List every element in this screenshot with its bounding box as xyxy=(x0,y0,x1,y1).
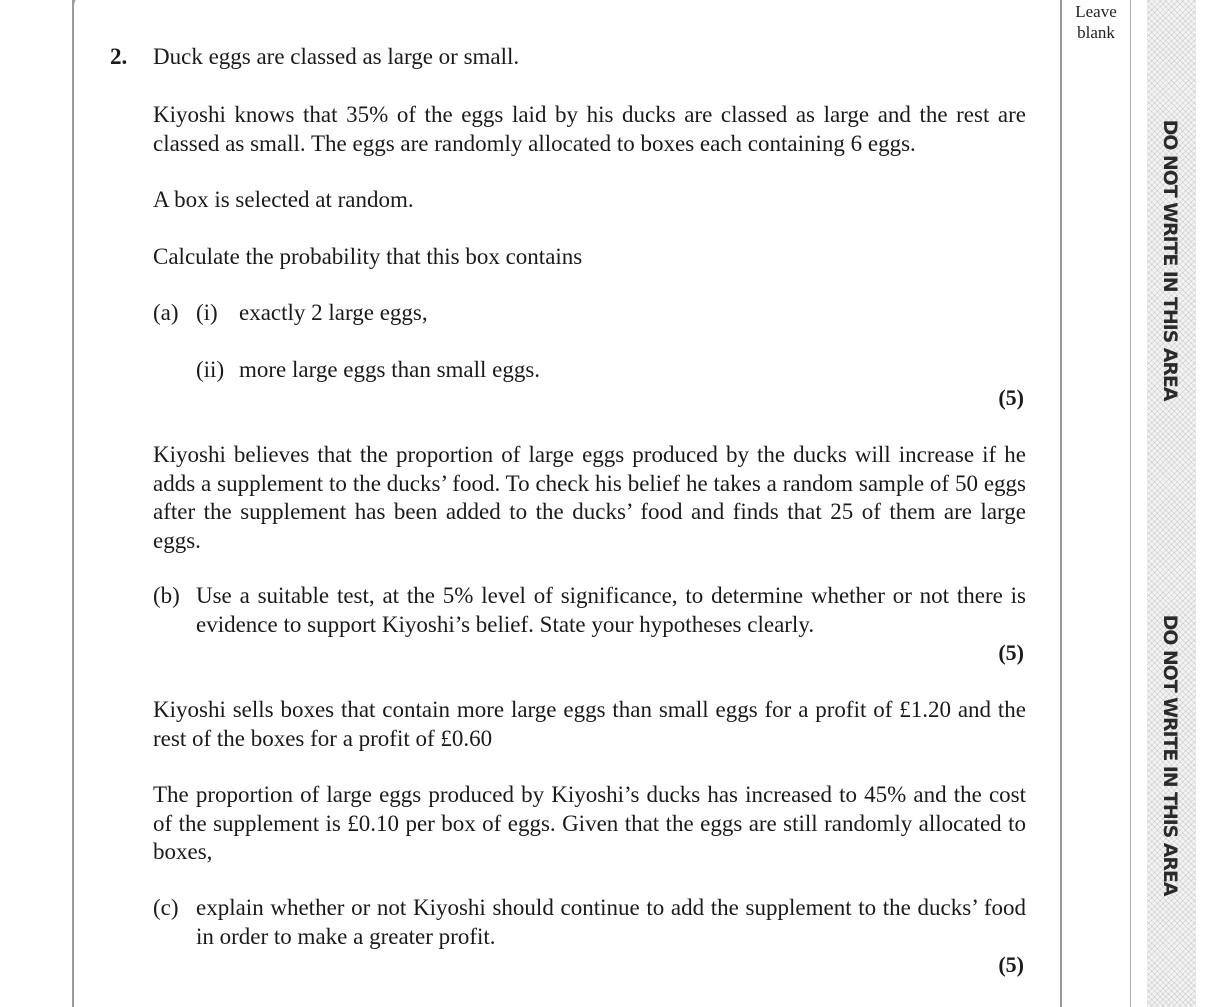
part-a-ii-label: (ii) xyxy=(196,357,225,382)
margin-right-border xyxy=(1130,0,1131,1007)
page-corner xyxy=(72,0,104,14)
part-a-i-label: (i) xyxy=(196,300,218,325)
part-b-label: (b) xyxy=(153,583,180,608)
paragraph-6: The proportion of large eggs produced by Kiyoshi’s ducks has increased to 45% and the cost of the supplement is £0.10 per box of eggs. Given that the eggs are still randomly allocated to boxes, xyxy=(153,782,1026,864)
paragraph-3: Calculate the probability that this box contains xyxy=(153,244,583,269)
part-b-text: Use a suitable test, at the 5% level of significance, to determine whether or not there is evidence to support Kiyoshi’s belief. State your hypotheses clearly. xyxy=(196,583,1026,637)
paragraph-4: Kiyoshi believes that the proportion of large eggs produced by the ducks will increase if he adds a supplement to the ducks’ food. To check his belief he takes a random sample of 50 eggs after the supplement has been added to the ducks’ food and finds that 25 of them are large eggs. xyxy=(153,442,1026,553)
paragraph-2: A box is selected at random. xyxy=(153,187,414,212)
question-number: 2. xyxy=(110,44,128,69)
part-a-marks: (5) xyxy=(998,385,1024,410)
part-c-label: (c) xyxy=(153,895,179,920)
part-a-label: (a) xyxy=(153,300,179,325)
paragraph-5: Kiyoshi sells boxes that contain more large eggs than small eggs for a profit of £1.20 and the rest of the boxes for a profit of £0.60 xyxy=(153,697,1026,751)
part-c-marks: (5) xyxy=(998,952,1024,977)
leave-blank-label: Leave blank xyxy=(1075,2,1117,42)
paragraph-1: Kiyoshi knows that 35% of the eggs laid by his ducks are classed as large and the rest are classed as small. The eggs are randomly allocated to boxes each containing 6 eggs. xyxy=(153,102,1026,156)
page-left-border xyxy=(72,0,74,1007)
question-intro: Duck eggs are classed as large or small. xyxy=(153,44,520,69)
part-a-i-text: exactly 2 large eggs, xyxy=(239,300,428,325)
part-b-marks: (5) xyxy=(998,640,1024,665)
margin-border xyxy=(1060,0,1062,1007)
part-c-text: explain whether or not Kiyoshi should continue to add the supplement to the ducks’ food in order to make a greater profit. xyxy=(196,895,1026,949)
part-a-ii-text: more large eggs than small eggs. xyxy=(239,357,541,382)
